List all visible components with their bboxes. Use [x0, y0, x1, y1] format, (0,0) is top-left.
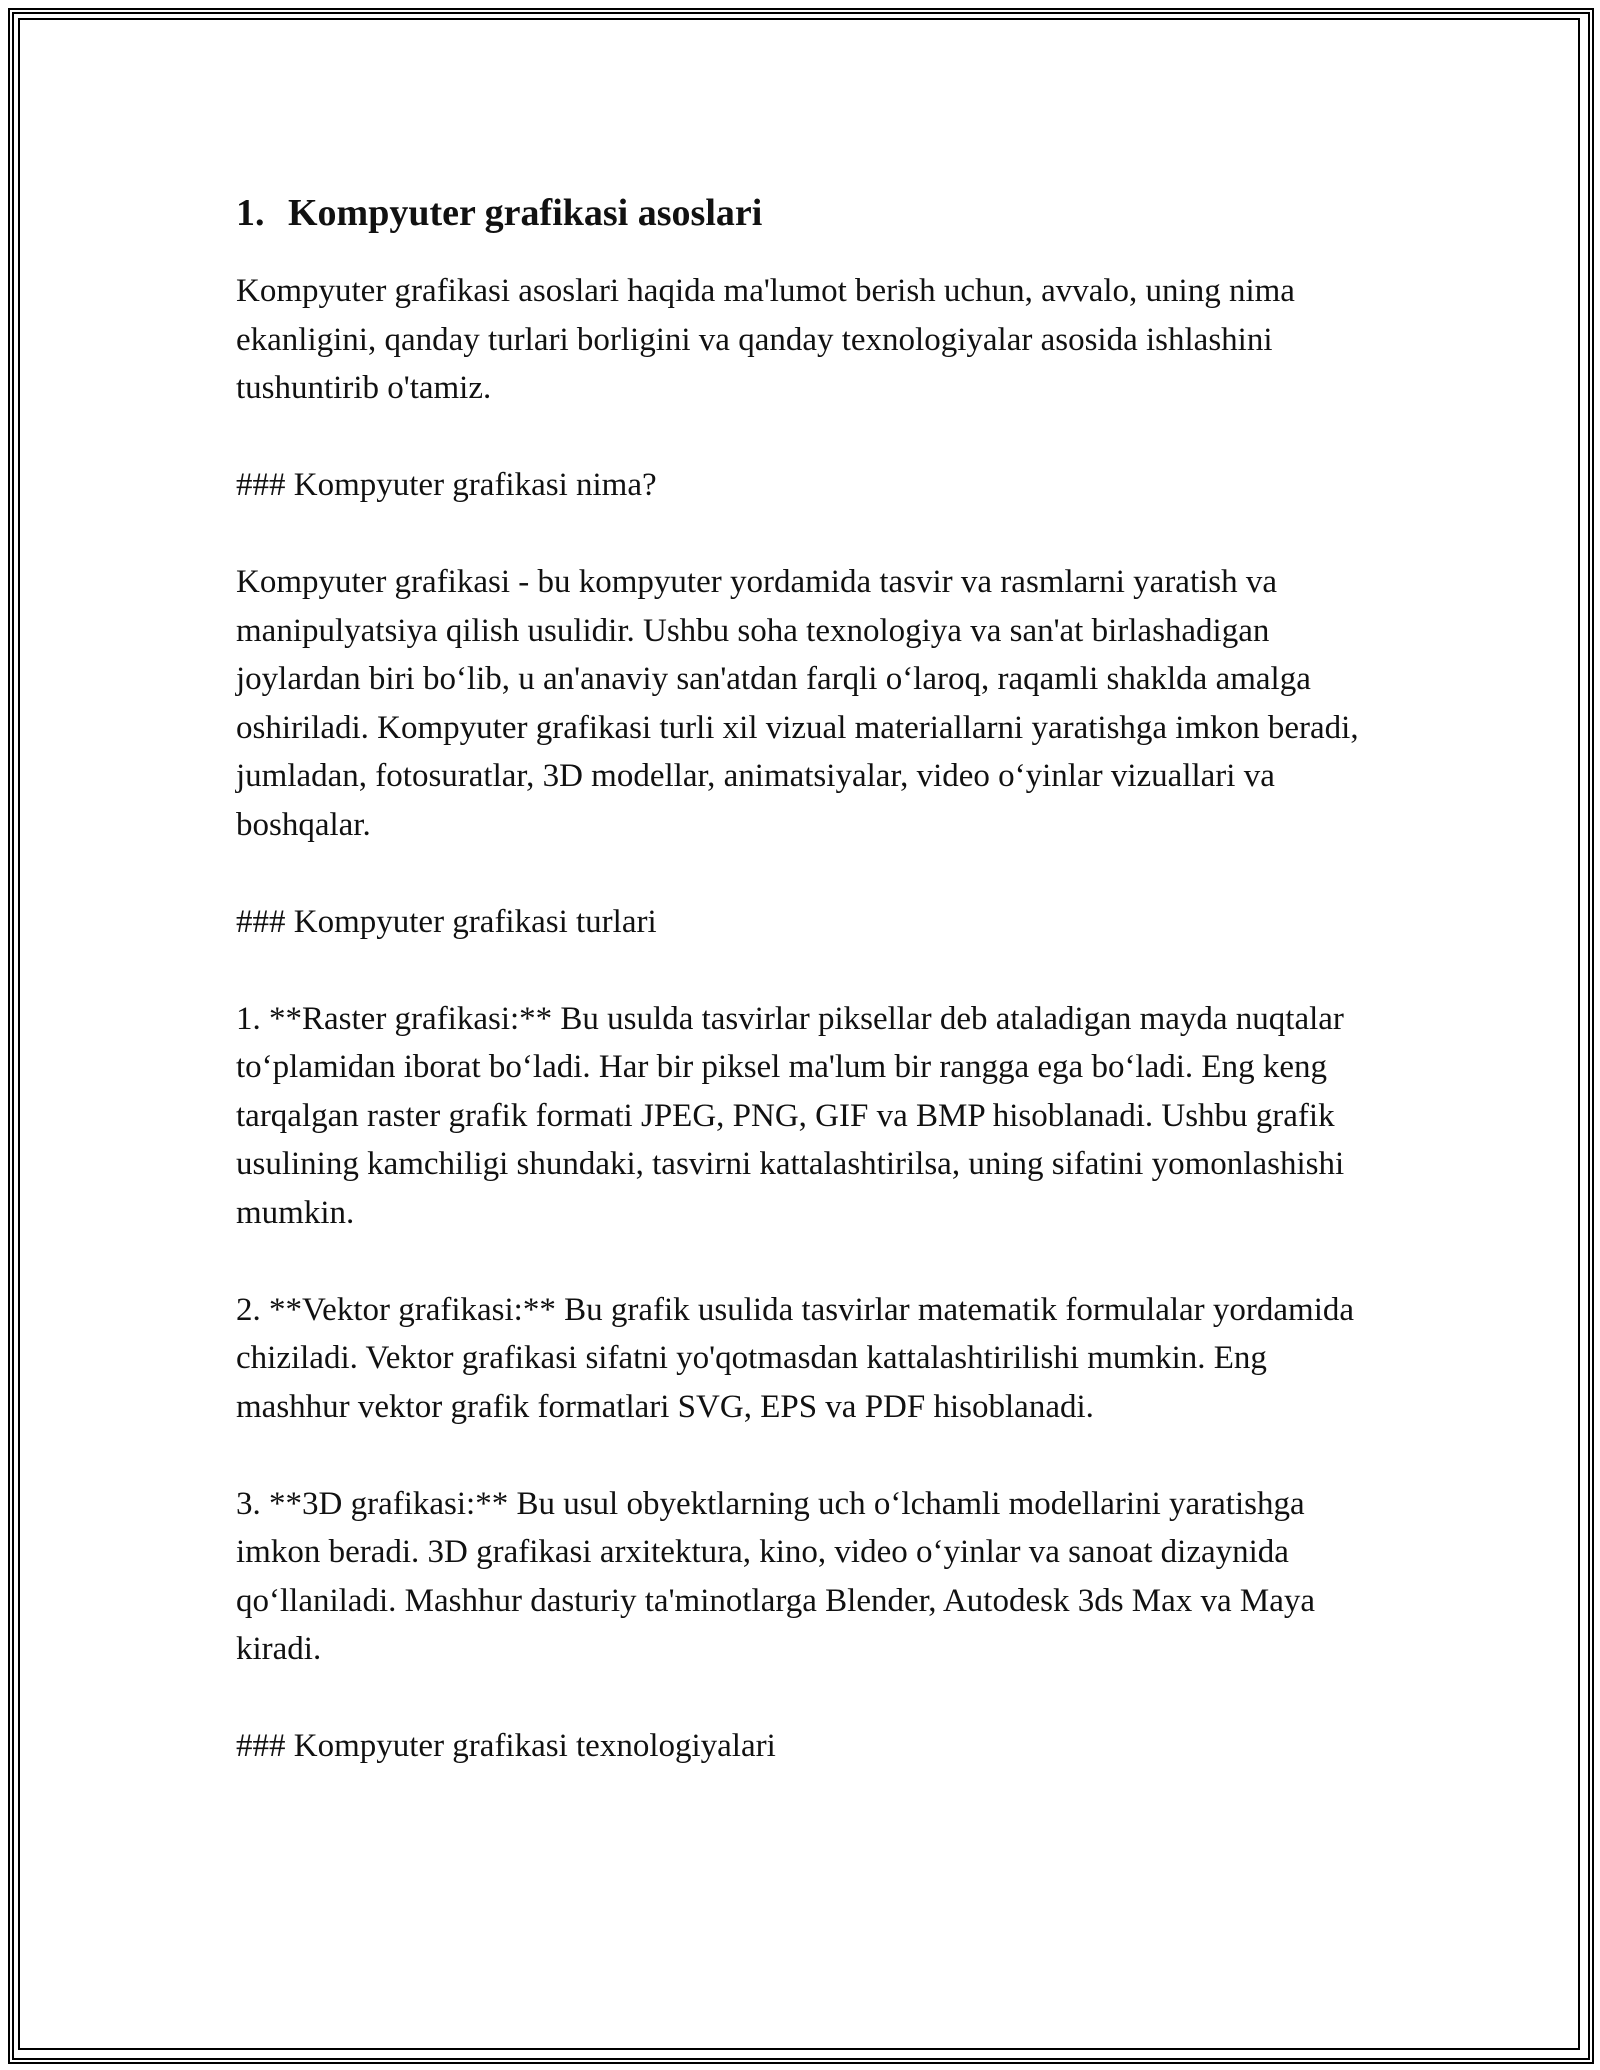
subheading-what-is: ### Kompyuter grafikasi nima? — [236, 467, 657, 503]
section-heading — [236, 185, 1376, 241]
document-body — [236, 185, 1376, 1819]
heading-number: 1. — [236, 192, 265, 234]
intro-paragraph: Kompyuter grafikasi asoslari haqida ma'lumot berish uchun, avvalo, uning nima ekanligini, qanday turlari borligini va qanday texnologiyalar asosida ishlashini tushuntirib o'tamiz. — [236, 273, 1295, 406]
subheading-types: ### Kompyuter grafikasi turlari — [236, 903, 657, 940]
3d-paragraph: 3. **3D grafikasi:** Bu usul obyektlarning uch o‘lchamli modellarini yaratishga imkon beradi. 3D grafikasi arxitektura, kino, video o‘yinlar va sanoat dizaynida qo‘llaniladi. Mashhur dasturiy ta'minotlarga Blender, Autodesk 3ds Max va Maya kiradi. — [236, 1485, 1316, 1667]
raster-paragraph: 1. **Raster grafikasi:** Bu usulda tasvirlar piksellar deb ataladigan mayda nuqtalar to‘plamidan iborat bo‘ladi. Har bir piksel ma'lum bir rangga ega bo‘ladi. Eng keng tarqalgan raster grafik formati JPEG, PNG, GIF va BMP hisoblanadi. Ushbu grafik usulining kamchiligi shundaki, tasvirni kattalashtirilsa, uning sifatini yomonlashishi mumkin. — [236, 1000, 1345, 1231]
definition-paragraph: Kompyuter grafikasi - bu kompyuter yordamida tasvir va rasmlarni yaratish va manipulyatsiya qilish usulidir. Ushbu soha texnologiya va san'at birlashadigan joylardan biri bo‘lib, u an'anaviy san'atdan farqli o‘laroq, raqamli shaklda amalga oshiriladi. Kompyuter grafikasi turli xil vizual materiallarni yaratishga imkon beradi, jumladan, fotosuratlar, 3D modellar, animatsiyalar, video o‘yinlar vizuallari va boshqalar. — [236, 564, 1359, 843]
vector-paragraph: 2. **Vektor grafikasi:** Bu grafik usulida tasvirlar matematik formulalar yordamida chiziladi. Vektor grafikasi sifatni yo'qotmasdan kattalashtirilishi mumkin. Eng mashhur vektor grafik formatlari SVG, EPS va PDF hisoblanadi. — [236, 1291, 1355, 1425]
heading-title: Kompyuter grafikasi asoslari — [288, 192, 763, 234]
subheading-technologies: ### Kompyuter grafikasi texnologiyalari — [236, 1728, 776, 1764]
